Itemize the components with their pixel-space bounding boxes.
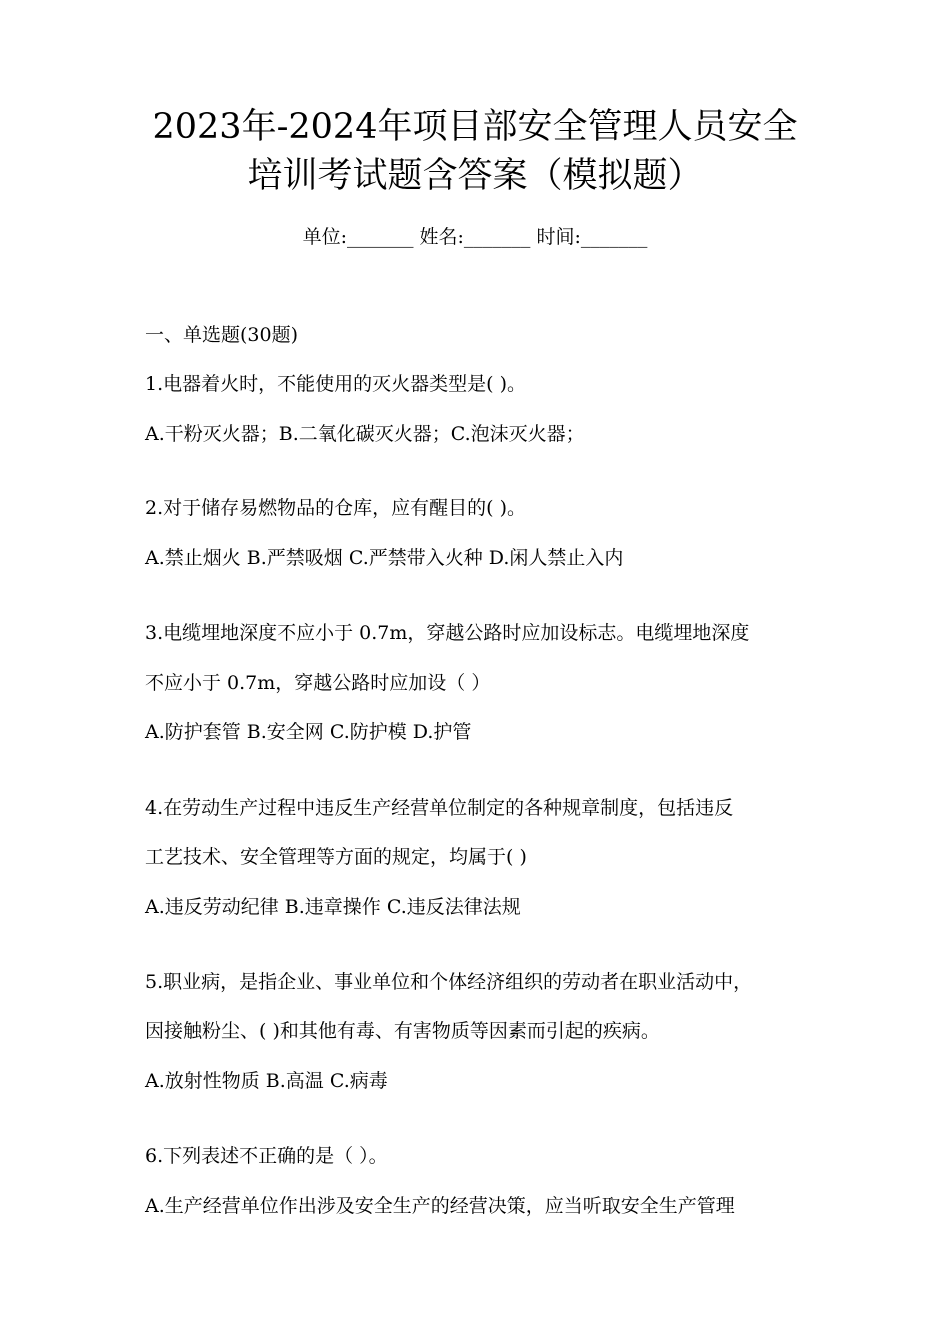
question-4-options: A.违反劳动纪律 B.违章操作 C.违反法律法规 — [145, 896, 521, 918]
question-5-text-line-2: 因接触粉尘、( )和其他有毒、有害物质等因素而引起的疾病。 — [145, 1020, 660, 1042]
section-heading: 一、单选题(30题) — [145, 324, 299, 346]
question-4-text-line-1: 4.在劳动生产过程中违反生产经营单位制定的各种规章制度，包括违反 — [145, 797, 734, 819]
question-3-text-line-2: 不应小于 0.7m，穿越公路时应加设（ ） — [145, 672, 491, 694]
question-6-text: 6.下列表述不正确的是（ ）。 — [145, 1145, 388, 1167]
question-1-text: 1.电器着火时，不能使用的灭火器类型是( )。 — [145, 373, 526, 395]
question-3-options: A.防护套管 B.安全网 C.防护模 D.护管 — [145, 721, 472, 743]
question-5-text-line-1: 5.职业病，是指企业、事业单位和个体经济组织的劳动者在职业活动中， — [145, 971, 753, 993]
question-1-options: A.干粉灭火器；B.二氧化碳灭火器；C.泡沫灭火器； — [145, 423, 585, 445]
document-title-line-2: 培训考试题含答案（模拟题） — [247, 156, 703, 196]
question-4-text-line-2: 工艺技术、安全管理等方面的规定，均属于( ) — [145, 846, 527, 868]
question-5-options: A.放射性物质 B.高温 C.病毒 — [145, 1070, 388, 1092]
question-2-text: 2.对于储存易燃物品的仓库，应有醒目的( )。 — [145, 497, 526, 519]
question-6-options: A.生产经营单位作出涉及安全生产的经营决策，应当听取安全生产管理 — [145, 1195, 735, 1217]
document-title-line-1: 2023年-2024年项目部安全管理人员安全 — [152, 107, 798, 147]
question-2-options: A.禁止烟火 B.严禁吸烟 C.严禁带入火种 D.闲人禁止入内 — [145, 547, 624, 569]
question-3-text-line-1: 3.电缆埋地深度不应小于 0.7m，穿越公路时应加设标志。电缆埋地深度 — [145, 622, 750, 644]
candidate-info-line: 单位:_______ 姓名:_______ 时间:_______ — [302, 226, 648, 248]
